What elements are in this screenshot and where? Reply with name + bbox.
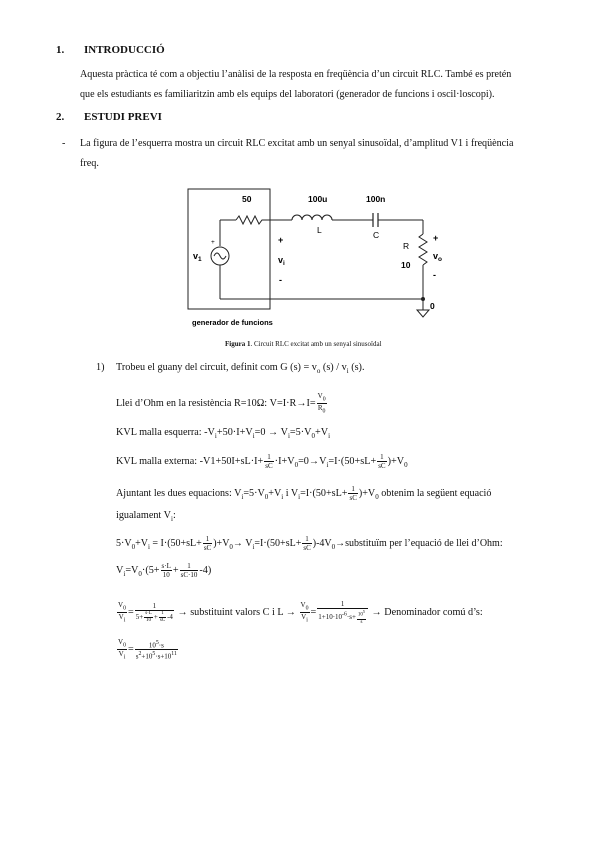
vo-plus: + (433, 233, 439, 243)
equation-transfer-1: $\frac{V_0}{V_i}$ = 1 5+ $\frac{s\cdot L}{10}$ + $\frac{1}{sC}$ -4 → substituint valors C i L → $\frac{V_0}{V_i}$ = 1 $1+10\cdot 10^{-6}\cdot s+$ $\frac{10^5}{s}$ → Denominador comú d’s: (118, 600, 483, 625)
section-title: ESTUDI PREVI (84, 111, 162, 123)
ground-label: 0 (430, 301, 435, 311)
equation-combined: $5\cdot V_0+V_i = I\cdot(50+sL+$ $\frac{1}{sC}$ )$+V_0\to V_i=I\cdot(50+sL+$ $\frac{1}{sC}$ )$-4V_0\to substituïm$ per l’equació de llei d’Ohm: (116, 535, 503, 553)
vo-minus: - (433, 270, 436, 280)
source-resistor-value: 50 (242, 194, 252, 204)
equation-ohm: Llei d’Ohm en la resistència R=10Ω: V=I·R→I= $\frac{V_0}{R_0}$ (116, 392, 326, 415)
section-number: 1. (56, 44, 65, 56)
inductor-label: L (317, 225, 322, 235)
estudi-line-1: La figura de l’esquerra mostra un circuit RLC excitat amb un senyal sinusoïdal, d’amplitud V1 i freqüència (80, 138, 514, 149)
load-resistor (419, 234, 427, 265)
resistor-value: 10 (401, 260, 411, 270)
question-number: 1) (96, 362, 105, 373)
inductor-coil (292, 215, 332, 220)
estudi-line-2: freq. (80, 158, 99, 169)
vo-label: $v_o$ (433, 251, 442, 263)
vi-minus: - (279, 275, 282, 285)
equation-kvl-left: KVL malla esquerra: $-V_i+50\cdot I+V_i=0 \to V_i=5\cdot V_0+V_i$ (116, 427, 331, 441)
source-resistor (236, 216, 264, 224)
ground-symbol (417, 310, 429, 317)
source-label: $v_1$ (193, 251, 202, 263)
generator-box (188, 189, 270, 309)
capacitor-label: C (373, 230, 380, 240)
equation-kvl-external: KVL malla externa: -V1+50I+sL·I+ $\frac{1}{sC}$ $\cdot I+V_0=0\to V_i=I\cdot(50+sL+$ $\frac{1}{sC}$ )$+V_0$ (116, 453, 408, 471)
equation-ajuntant: Ajuntant les dues equacions: $V_i=5\cdot V_0+V_i$ i $V_i=I\cdot(50+sL+$ $\frac{1}{sC}$ )$+V_0$ obtenim la següent equació (116, 485, 492, 503)
bullet-dash: - (62, 138, 66, 149)
rlc-circuit-diagram (180, 186, 440, 336)
source-plus: + (211, 239, 215, 246)
section-title: INTRODUCCIÓ (84, 44, 165, 56)
vi-label: $v_i$ (278, 255, 285, 267)
intro-line-1: Aquesta pràctica té com a objectiu l’anàlisi de la resposta en freqüència d’un circuit RLC. També es pretén (80, 69, 512, 80)
equation-transfer-final: $\frac{V_0}{V_i}$ = $\frac{10^5\cdot s}{s^2+10^5\cdot s+10^{11}}$ (118, 638, 177, 661)
intro-line-2: que els estudiants es familiaritzin amb els equips del laboratori (generador de funcions i oscil·loscopi). (80, 89, 495, 100)
equation-vi: $V_i=V_0\cdot(5+$ $\frac{s\cdot L}{10}$ + $\frac{1}{sC\cdot 10}$ -4) (116, 562, 212, 580)
equation-igualament: igualament $V_i$: (116, 510, 176, 524)
resistor-label: R (403, 241, 410, 251)
generator-label: generador de funcions (192, 318, 273, 327)
capacitor-value: 100n (366, 194, 386, 204)
section-number: 2. (56, 111, 65, 123)
question-text: Trobeu el guany del circuit, definit com G $(s) = v_o$ $(s) / v_i$ (s). (116, 362, 365, 376)
inductor-value: 100u (308, 194, 328, 204)
figure-caption: Figura 1. Circuit RLC excitat amb un senyal sinusoïdal (225, 340, 382, 348)
sine-symbol (214, 253, 226, 259)
vi-plus: + (278, 235, 284, 245)
